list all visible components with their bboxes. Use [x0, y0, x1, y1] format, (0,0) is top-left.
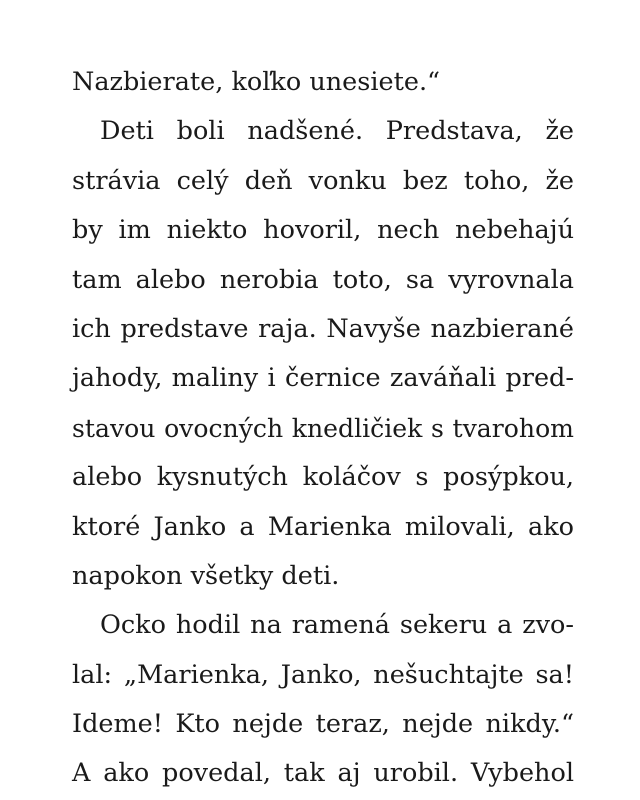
paragraph-first-line: Ocko hodil na ramená sekeru a zvo- [100, 610, 574, 641]
text-line: A ako povedal, tak aj urobil. Vybehol [72, 758, 574, 789]
text-line: strávia celý deň vonku bez toho, že [72, 165, 574, 196]
text-line: Nazbierate, koľko unesiete.“ [72, 67, 441, 97]
text-line: alebo kysnutých koláčov s posýpkou, [72, 462, 574, 493]
body-text [72, 58, 574, 799]
text-line: lal: „Marienka, Janko, nešuchtajte sa! [72, 659, 574, 690]
text-line: by im niekto hovoril, nech nebehajú [72, 215, 574, 246]
text-line: jahody, maliny i černice zaváňali pred- [72, 363, 574, 394]
text-line: tam alebo nerobia toto, sa vyrovnala [72, 264, 574, 295]
text-line: ich predstave raja. Navyše nazbierané [72, 313, 574, 344]
paragraph-last-line: napokon všetky deti. [72, 560, 340, 591]
text-line: Ideme! Kto nejde teraz, nejde nikdy.“ [72, 709, 574, 740]
text-line: stavou ovocných knedličiek s tvarohom [72, 413, 574, 443]
text-line: ktoré Janko a Marienka milovali, ako [72, 511, 574, 542]
paragraph-first-line: Deti boli nadšené. Predstava, že [100, 116, 574, 147]
